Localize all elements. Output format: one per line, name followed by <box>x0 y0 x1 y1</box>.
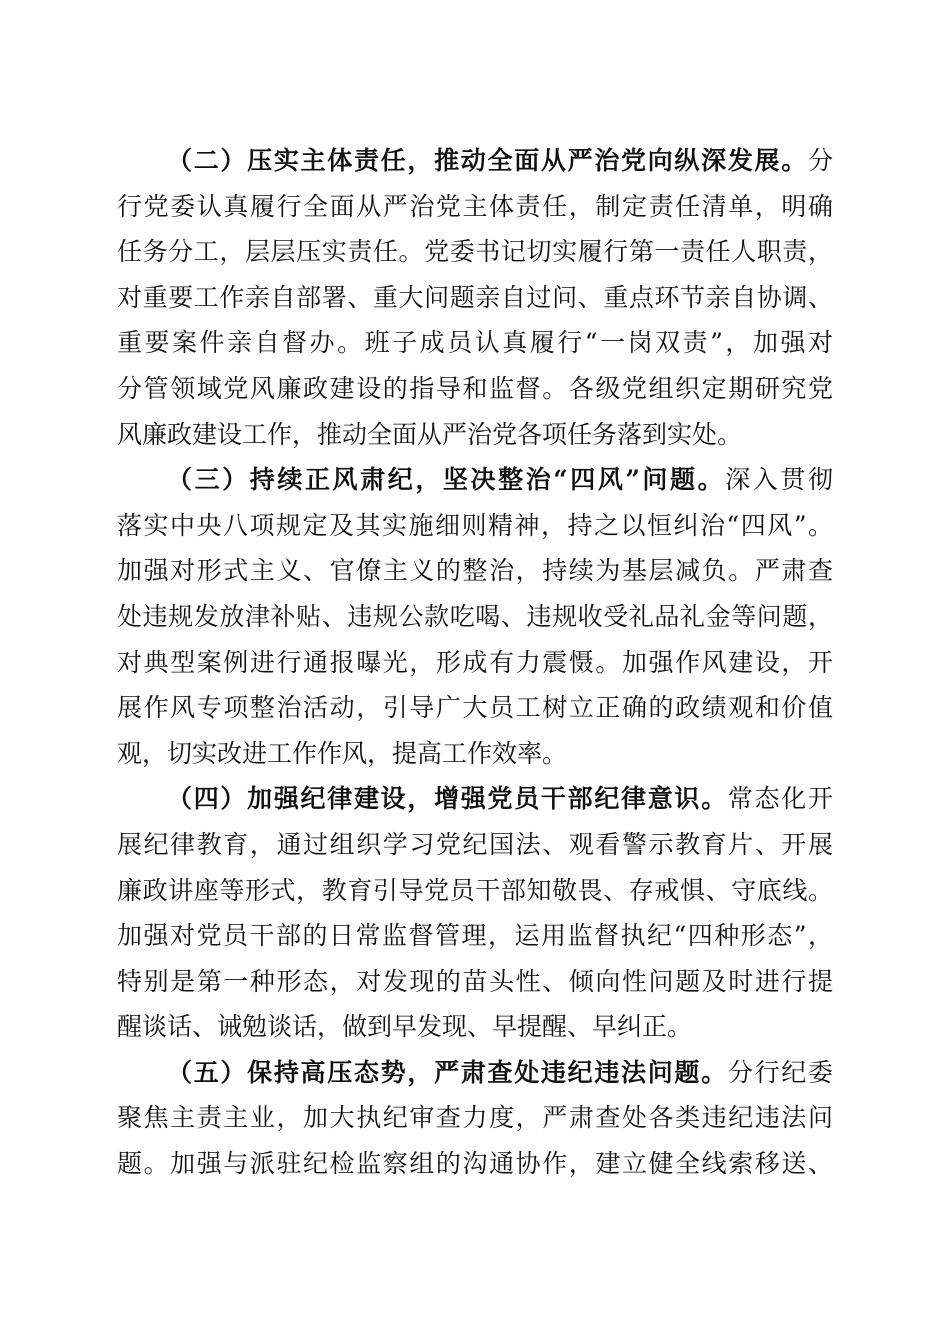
paragraph-line: 风廉政建设工作，推动全面从严治党各项任务落到实处。 <box>117 419 743 449</box>
paragraph-heading: （四）加强纪律建设，增强党员干部纪律意识。 <box>167 784 728 814</box>
paragraph-line: 任务分工，层层压实责任。党委书记切实履行第一责任人职责， <box>117 237 833 267</box>
paragraph-line: 加强对党员干部的日常监督管理，运用监督执纪“四种形态”， <box>117 921 833 951</box>
paragraph-text: 分行纪委 <box>727 1057 833 1087</box>
paragraph-line: 题。加强与派驻纪检监察组的沟通协作，建立健全线索移送、 <box>117 1149 833 1179</box>
paragraph-text: 深入贯彻 <box>725 465 833 495</box>
document-page <box>117 138 833 1187</box>
paragraph-first-line <box>117 1050 833 1096</box>
paragraph-line: 对典型案例进行通报曝光，形成有力震慑。加强作风建设，开 <box>117 647 833 677</box>
paragraph-line: 特别是第一种形态，对发现的苗头性、倾向性问题及时进行提 <box>117 966 833 996</box>
paragraph-2 <box>117 138 833 457</box>
paragraph-line: 落实中央八项规定及其实施细则精神，持之以恒纠治“四风”。 <box>117 510 833 540</box>
paragraph-line: 处违规发放津补贴、违规公款吃喝、违规收受礼品礼金等问题， <box>117 601 833 631</box>
paragraph-heading: （二）压实主体责任，推动全面从严治党向纵深发展。 <box>167 146 808 175</box>
paragraph-heading: （五）保持高压态势，严肃查处违纪违法问题。 <box>167 1057 728 1087</box>
paragraph-first-line <box>117 138 833 184</box>
paragraph-line: 加强对形式主义、官僚主义的整治，持续为基层减负。严肃查 <box>117 556 833 586</box>
paragraph-line: 聚焦主责主业，加大执纪审查力度，严肃查处各类违纪违法问 <box>117 1103 833 1133</box>
paragraph-text: 常态化开 <box>727 784 833 814</box>
paragraph-3 <box>117 457 833 776</box>
paragraph-5 <box>117 1050 833 1187</box>
paragraph-line: 展作风专项整治活动，引导广大员工树立正确的政绩观和价值 <box>117 693 833 723</box>
paragraph-first-line <box>117 776 833 822</box>
paragraph-4 <box>117 776 833 1050</box>
paragraph-line: 对重要工作亲自部署、重大问题亲自过问、重点环节亲自协调、 <box>117 282 833 312</box>
paragraph-text: 分 <box>807 146 833 175</box>
paragraph-line: 廉政讲座等形式，教育引导党员干部知敬畏、存戒惧、守底线。 <box>117 875 833 905</box>
paragraph-line: 观，切实改进工作作风，提高工作效率。 <box>117 738 568 768</box>
paragraph-line: 分管领域党风廉政建设的指导和监督。各级党组织定期研究党 <box>117 373 833 403</box>
paragraph-line: 重要案件亲自督办。班子成员认真履行“一岗双责”，加强对 <box>117 328 833 358</box>
paragraph-line: 展纪律教育，通过组织学习党纪国法、观看警示教育片、开展 <box>117 829 833 859</box>
paragraph-line: 行党委认真履行全面从严治党主体责任，制定责任清单，明确 <box>117 191 833 221</box>
paragraph-first-line <box>117 457 833 503</box>
paragraph-line: 醒谈话、诫勉谈话，做到早发现、早提醒、早纠正。 <box>117 1012 693 1042</box>
paragraph-heading: （三）持续正风肃纪，坚决整治“四风”问题。 <box>167 465 726 495</box>
